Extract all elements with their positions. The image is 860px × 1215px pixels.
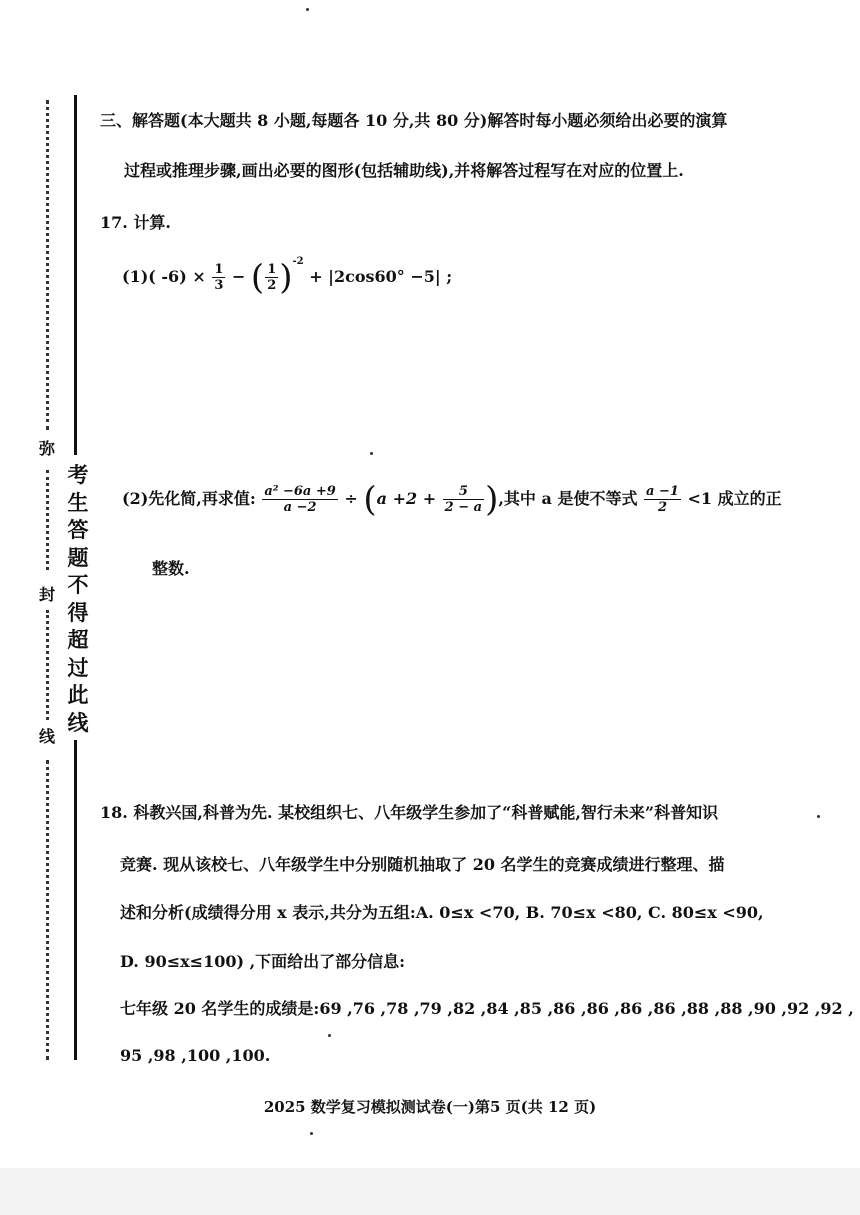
scan-speck <box>306 8 309 11</box>
page-footer: 2025 数学复习模拟测试卷(一)第5 页(共 12 页) <box>263 1098 597 1116</box>
binding-char: 线 <box>39 727 56 746</box>
q18-line3: 述和分析(成绩得分用 x 表示,共分为五组:A. 0≤x <70, B. 70≤x <80, C. 80≤x <90, <box>120 903 764 922</box>
scan-speck <box>370 452 373 455</box>
dotted-binding-line <box>46 760 49 1060</box>
margin-rule <box>74 95 77 455</box>
no-answer-notice: 考 生 答 题 不 得 超 过 此 线 <box>67 463 89 735</box>
q17-part2-line2: 整数. <box>152 559 190 578</box>
margin-rule <box>74 740 77 1060</box>
binding-char: 弥 <box>39 439 56 458</box>
q18-line4: D. 90≤x≤100) ,下面给出了部分信息: <box>120 952 406 971</box>
q18-line5: 七年级 20 名学生的成绩是:69 ,76 ,78 ,79 ,82 ,84 ,85 ,86 ,86 ,86 ,86 ,88 ,88 ,90 ,92 ,92 , <box>120 999 854 1018</box>
binding-char: 封 <box>39 585 56 604</box>
scan-bottom-edge <box>0 1168 860 1215</box>
q17-part1-expression: (1)( -6) × $\frac{1}{3}$ − ( $\frac{1}{2}$ )$^{-2}$ + |2cos60° −5| ; <box>122 255 453 298</box>
q18-line6: 95 ,98 ,100 ,100. <box>120 1046 271 1065</box>
section-heading-line2: 过程或推理步骤,画出必要的图形(包括辅助线),并将解答过程写在对应的位置上. <box>124 161 684 180</box>
dotted-binding-line <box>46 100 49 430</box>
dotted-binding-line <box>46 610 49 720</box>
q18-line2: 竞赛. 现从该校七、八年级学生中分别随机抽取了 20 名学生的竞赛成绩进行整理、描 <box>120 855 725 874</box>
q18-line1: 18. 科教兴国,科普为先. 某校组织七、八年级学生参加了“科普赋能,智行未来”科普知识 <box>100 803 719 822</box>
scan-speck <box>328 1034 331 1037</box>
dotted-binding-line <box>46 470 49 570</box>
scan-speck <box>310 1132 313 1135</box>
q17-part2-expression: (2)先化简,再求值: $\frac{\text{a² −6a +9}}{a -2}$ ÷ (a +2 + $\frac{5}{2 - a}$ ),其中 a 是使不等式 $\frac{a -1}{2}$ <1 成立的正 <box>122 479 782 520</box>
scan-speck <box>817 815 820 818</box>
section-heading-line1: 三、解答题(本大题共 8 小题,每题各 10 分,共 80 分)解答时每小题必须给出必要的演算 <box>100 111 728 130</box>
question-17-label: 17. 计算. <box>100 213 171 232</box>
